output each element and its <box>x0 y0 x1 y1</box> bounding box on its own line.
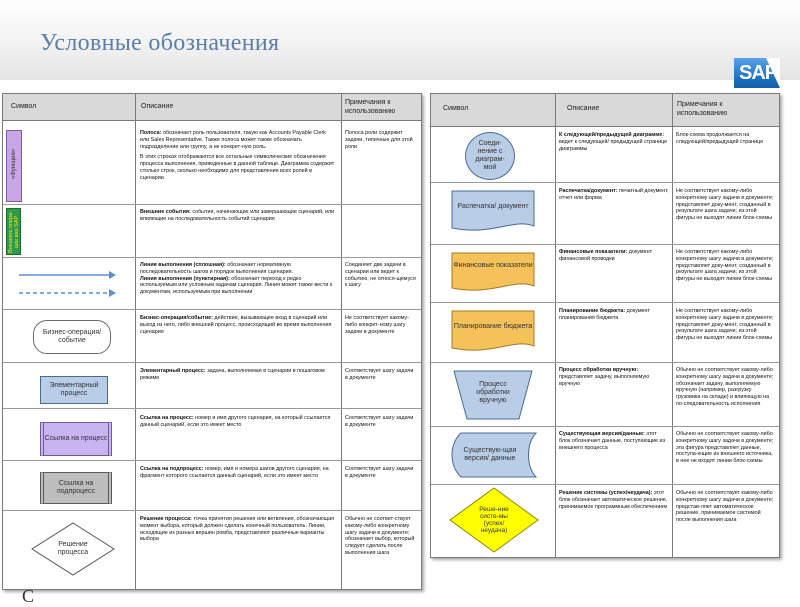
row-divider <box>3 510 421 511</box>
shape-label: Соеди-нение с диаграм-мой <box>475 140 505 171</box>
row-divider <box>431 244 779 245</box>
column-divider <box>672 94 673 557</box>
row-divider <box>3 408 421 409</box>
row-description: Бизнес-операция/событие: действие, вызывающее вход в сценарий или выход из него, либо внешний процесс, происходящий во время выполнения сценария <box>140 315 332 335</box>
row-description: Финансовые показатели: документ финансовой проводки <box>559 249 653 262</box>
shape-label: Реше-ние систе-мы (успех/ неудача) <box>479 506 509 534</box>
row-divider <box>3 362 421 363</box>
business-event-shape <box>33 320 111 354</box>
sap-logo <box>734 58 780 88</box>
shape-label: Внешние опера-ции вне SAP <box>8 211 20 253</box>
shape-label: Процесс обработки вручную <box>476 381 510 404</box>
row-description: Ссылка на подпроцесс: номер, имя и номера шагов другого сценария, на фрагмент которого ссылается данный сценарий, если это имеет место <box>140 466 329 479</box>
row-description: Элементарный процесс: задача, выполняемая в сценарии в пошаговом режиме <box>140 368 325 381</box>
header-description: Описание <box>141 103 174 110</box>
row-note: Обычно не соответствует какому-либо конкретному шагу задачи в документе; эта фигура представляет данные, поступа-ющие из внешнего источника, в нее не входят линии блок-схемы <box>676 431 774 465</box>
logo-cut <box>766 58 780 88</box>
table-header <box>3 94 421 121</box>
header-notes: Примечания к использованию <box>677 101 728 117</box>
header-symbol: Символ <box>443 105 469 112</box>
row-divider <box>431 182 779 183</box>
diagram-connector-shape <box>465 132 515 180</box>
row-description: Ссылка на процесс: номер и имя другого сценария, на который ссылается данный сценарий, если это имеет место <box>140 415 331 428</box>
table-header <box>431 94 779 127</box>
shape-label: Ссылка на подпроцесс <box>56 480 95 495</box>
row-description: Линия выполнения (сплошная): обозначает нормативную последовательность шагов и порядок выполнения сценария. Линия выполнения (пунктирная): обозначает переход к редко используемым или условным задачам сценария. Линия может также вести к документам, используемым при выполнении <box>140 262 333 296</box>
legend-table-left <box>2 93 422 590</box>
row-note: Соответствует шагу задачи в документе <box>345 466 414 479</box>
process-reference-shape <box>40 422 112 456</box>
row-divider <box>3 204 421 205</box>
legend-table-right <box>430 93 780 558</box>
row-note: Соединяет две задачи в сценарии или ведет к событию, не относя-щемуся к шагу <box>345 262 416 289</box>
row-note: Не соответствует какому-либо конкретному шагу задачи в документе; представляет доку-мент, созданный в результате шага задачи; из этой фигуры не выходят линии блок-схемы <box>676 249 774 283</box>
row-description: Полоса: обозначает роль пользователя, такую как Accounts Payable Clerk или Sales Representative. Также полоса может также обозначать подразделение или группу, а не конкрет-ную роль. В этих строках отображаются все остальные символические обозначения процесса выполнения, приведенные в данной таблице. Диаграмма содержит столько строк, сколько необходимо для представления всех ролей в сценарии <box>140 130 335 181</box>
arrow-head-icon <box>109 289 116 297</box>
row-divider <box>431 362 779 363</box>
row-divider <box>431 426 779 427</box>
shape-label: Ссылка на процесс <box>44 435 108 442</box>
shape-label: Элементарный процесс <box>49 382 99 397</box>
flow-line-arrows <box>17 264 117 304</box>
row-note: Соответствует шагу задачи в документе <box>345 368 414 381</box>
row-description: Решение системы (успех/неудача): этот блок обозначает автоматическое решение, принимаемое программным обеспечением <box>559 490 668 510</box>
column-divider <box>135 94 136 589</box>
row-note: Обычно не соответ-ствует какому-либо конкретному шагу задачи в документе; обозначает выбор, который следует сделать после выполнения шага <box>345 516 415 556</box>
subprocess-reference-shape <box>40 472 112 504</box>
row-description: Существующая версия/данные: этот блок обозначает данные, поступающие из внешнего процесса <box>559 431 666 451</box>
elementary-process-shape <box>40 376 108 404</box>
shape-label: «Функция» <box>11 148 17 180</box>
row-description: Внешние события: события, начинающие или завершающие сценарий, или влияющие на последовательность событий сценария <box>140 209 335 222</box>
arrow-head-icon <box>109 271 116 279</box>
swimlane-shape <box>6 130 22 202</box>
row-description: Планирование бюджета: документ планирования бюджета <box>559 308 651 321</box>
header-notes: Примечания к использованию <box>345 99 396 115</box>
row-divider <box>3 309 421 310</box>
row-note: Не соответствует какому-либо конкрет-ному шагу задачи в документе <box>345 315 409 335</box>
row-note: Блок-схема продолжается на следующей/предыдущей странице <box>676 132 764 145</box>
row-divider <box>3 257 421 258</box>
row-note: Не соответствует какому-либо конкретному шагу задачи в документе; представляет доку-мент, созданный в результате шага задачи; из этой фигуры не выходят линии блок-схемы <box>676 188 774 222</box>
logo-text: SAP <box>739 62 778 84</box>
shape-label: Существую-щая версия/ данные <box>463 447 517 462</box>
external-event-shape <box>6 208 21 255</box>
header-description: Описание <box>567 105 600 112</box>
row-divider <box>3 460 421 461</box>
shape-label: Распечатка/ документ <box>457 203 529 210</box>
shape-label: Планирование бюджета <box>453 323 533 330</box>
row-note: Полоса роли содержит задачи, типичные для этой роли <box>345 130 413 150</box>
column-divider <box>555 94 556 557</box>
footer-glyph: С <box>22 586 35 606</box>
row-description: К следующей/предыдущей диаграмме: ведет к следующей/ предыдущей странице диаграммы <box>559 132 668 152</box>
column-divider <box>341 94 342 589</box>
shape-label: Финансовые показатели <box>453 262 533 269</box>
row-note: Обычно не соответствует какому-либо конкретному шагу задачи в документе; представ-ляет автоматическое решение, принимаемое системой после выполнения шага <box>676 490 774 524</box>
header-symbol: Символ <box>11 103 37 110</box>
page-title: Условные обозначения <box>40 30 280 56</box>
row-divider <box>431 484 779 485</box>
row-description: Распечатка/документ: печатный документ, отчет или форма <box>559 188 669 201</box>
row-description: Решение процесса: точка принятия решения или ветвления, обозначающая момент выбора, который должен сделать конечный пользователь. Линии, исходящие из разных вершин ромба, представляют различные варианты выбора <box>140 516 335 543</box>
row-divider <box>431 302 779 303</box>
shape-label: Решение процесса <box>57 541 89 556</box>
row-note: Обычно не соответствует какому-либо конкретному шагу задачи в документе; обозначает задачу, выполняемую вручную (например, разгрузку грузовика на складе) и влияющую на по-следовательность исполнения <box>676 367 774 407</box>
row-description: Процесс обработки вручную: представляет задачу, выполняемую вручную <box>559 367 650 387</box>
row-note: Не соответствует какому-либо конкретному шагу задачи в документе; представляет доку-мент, созданный в результате шага задачи; из этой фигуры не выходят линии блок-схемы <box>676 308 774 342</box>
shape-label: Бизнес-операция/ событие <box>42 329 102 344</box>
row-note: Соответствует шагу задачи в документе <box>345 415 414 428</box>
